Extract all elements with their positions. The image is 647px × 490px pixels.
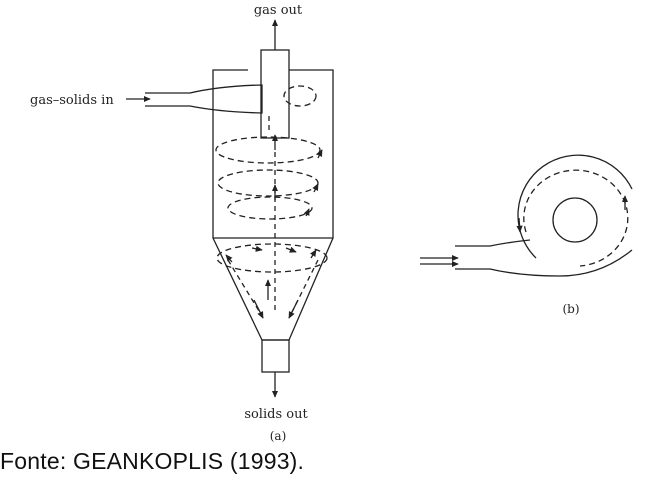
- gas-solids-in-label: gas–solids in: [30, 93, 114, 108]
- cone-downflow: [228, 260, 318, 316]
- cyclone-top-view: [420, 155, 632, 276]
- outer-vortex-spiral: [216, 86, 327, 272]
- cyclone-side-view: [126, 20, 333, 397]
- panel-b-label: (b): [562, 302, 580, 316]
- solids-outlet-pipe: [262, 340, 289, 372]
- top-view-inlet-duct: [455, 240, 632, 276]
- cyclone-cone: [213, 238, 333, 340]
- source-caption: Fonte: GEANKOPLIS (1993).: [0, 448, 305, 474]
- top-view-exit-pipe: [553, 198, 597, 242]
- gas-out-label: gas out: [253, 3, 303, 18]
- inner-vortex-upflow: [269, 115, 275, 310]
- top-view-swirl: [524, 170, 628, 266]
- gas-solids-inlet-duct: [145, 85, 262, 113]
- panel-a-label: (a): [269, 429, 287, 443]
- solids-out-label: solids out: [244, 407, 308, 422]
